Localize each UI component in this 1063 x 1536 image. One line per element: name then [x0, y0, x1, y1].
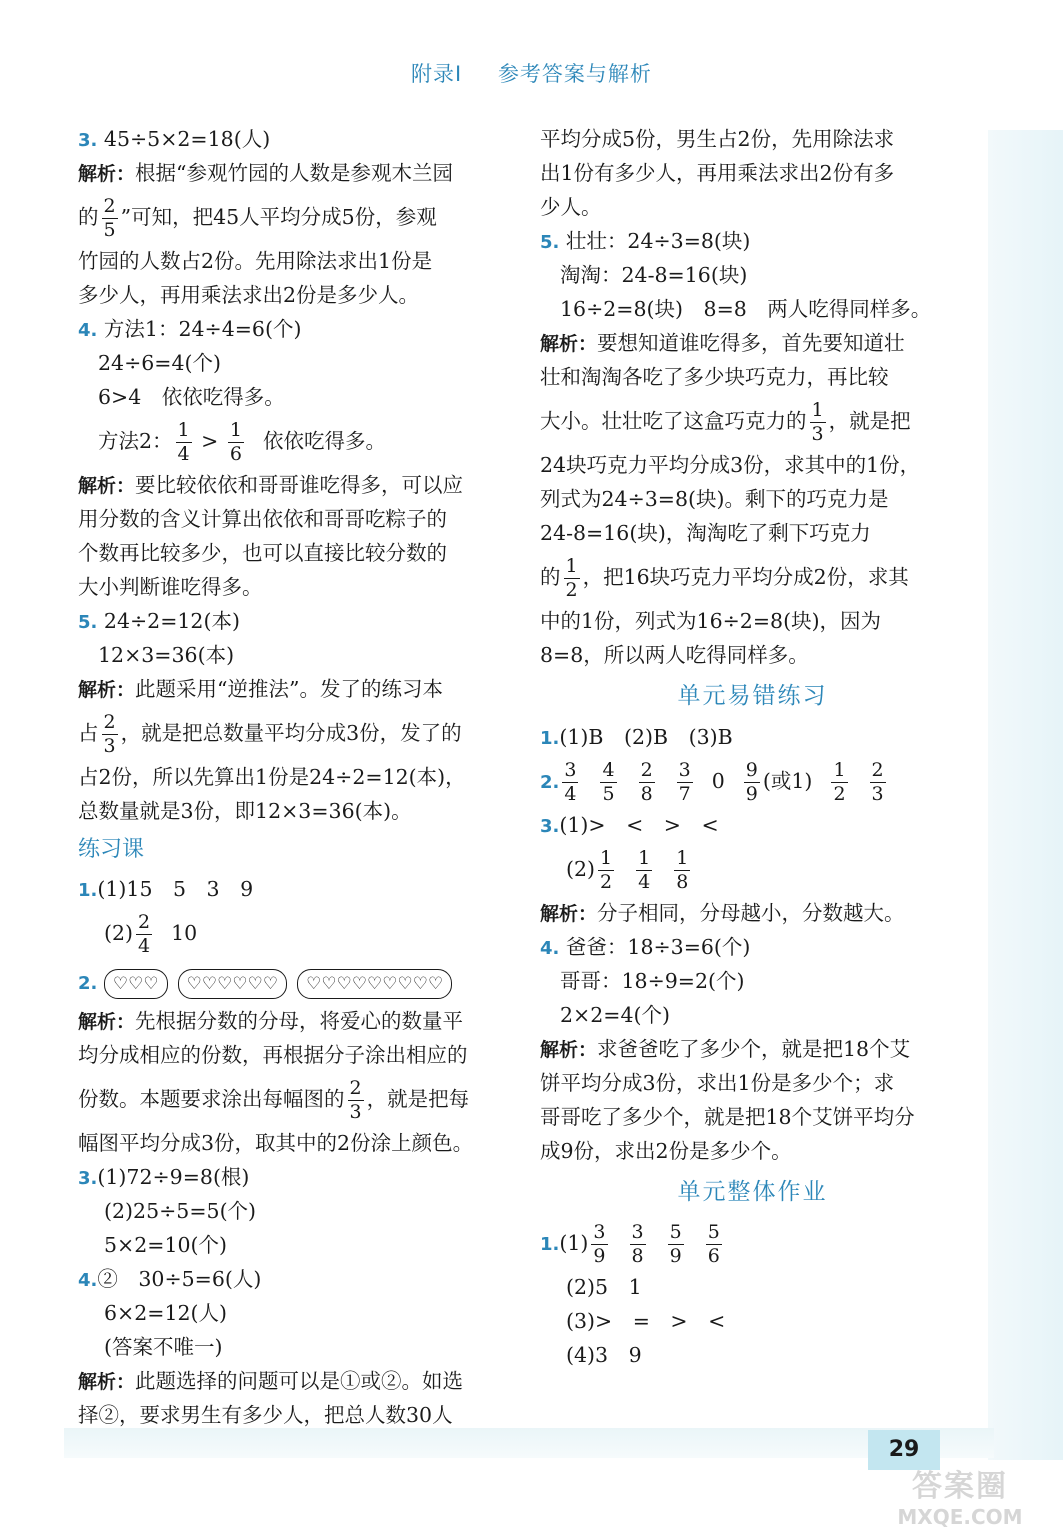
- analysis-label: 解析：: [78, 679, 136, 701]
- analysis-text: 大小判断谁吃得多。: [78, 575, 263, 599]
- answer-line: [540, 964, 965, 998]
- fraction: [636, 849, 652, 892]
- answer-text: (4)3 9: [566, 1343, 642, 1367]
- analysis-text: 竹园的人数占2份。先用除法求出1份是: [78, 249, 433, 273]
- fraction: [674, 849, 690, 892]
- analysis-text: 多少人，再用乘法求出2份是多少人。: [78, 283, 420, 307]
- analysis-line: [540, 394, 965, 448]
- fraction: [348, 1079, 364, 1122]
- numerator: 3: [678, 759, 691, 781]
- fraction: [831, 761, 847, 804]
- denominator: 9: [745, 783, 758, 805]
- answer-line: [78, 872, 500, 906]
- analysis-text: 先根据分数的分母，将爱心的数量平: [135, 1009, 464, 1033]
- question-number: 4.: [78, 1270, 98, 1291]
- analysis-text: 平均分成5份，男生占2份，先用除法求: [540, 127, 895, 151]
- fraction: [136, 913, 152, 956]
- analysis-line: [78, 1126, 500, 1160]
- page-header: [0, 58, 1063, 88]
- answer-text: 0: [711, 769, 725, 793]
- analysis-label: 解析：: [78, 1371, 136, 1393]
- denominator: 4: [177, 443, 190, 465]
- analysis-line: [540, 122, 965, 156]
- analysis-line: [540, 448, 965, 482]
- answer-text: 45÷5×2=18(人): [103, 127, 271, 151]
- answer-line: [540, 754, 965, 808]
- analysis-line: [540, 360, 965, 394]
- answer-text: (2): [104, 921, 134, 945]
- question-number: 5.: [540, 232, 560, 253]
- question-number: 2.: [78, 973, 98, 994]
- answer-text: 10: [171, 921, 198, 945]
- numerator: 1: [565, 555, 578, 577]
- analysis-text: 的: [78, 205, 99, 229]
- analysis-text: 少人。: [540, 195, 602, 219]
- numerator: 2: [640, 759, 653, 781]
- answer-text: 2×2=4(个): [560, 1003, 670, 1027]
- answer-text: 6×2=12(人): [104, 1301, 228, 1325]
- answer-line: [78, 380, 500, 414]
- question-number: 3.: [540, 816, 560, 837]
- analysis-text: 分子相同，分母越小，分数越大。: [597, 901, 905, 925]
- analysis-label: 解析：: [78, 475, 136, 497]
- numerator: 3: [593, 1221, 606, 1243]
- analysis-text: 个数再比较多少，也可以直接比较分数的: [78, 541, 447, 565]
- fraction: [630, 1223, 646, 1266]
- question-number: 4.: [540, 938, 560, 959]
- analysis-text: 24-8=16(块)，淘淘吃了剩下巧克力: [540, 521, 871, 545]
- analysis-text: 此题采用“逆推法”。发了的练习本: [135, 677, 443, 701]
- answer-line: [540, 1270, 965, 1304]
- fraction: [228, 421, 244, 464]
- numerator: 4: [602, 759, 615, 781]
- analysis-text: ，就是把总数量平均分成3份，发了的: [120, 721, 462, 745]
- analysis-line: [540, 482, 965, 516]
- fraction: [668, 1223, 684, 1266]
- fraction: [102, 197, 118, 240]
- analysis-line: [540, 896, 965, 930]
- analysis-line: [78, 468, 500, 502]
- numerator: 5: [707, 1221, 720, 1243]
- page-edge-decoration: [988, 130, 1063, 1460]
- answer-text: 24÷6=4(个): [98, 351, 222, 375]
- analysis-text: 成9份，求出2份是多少个。: [540, 1139, 792, 1163]
- denominator: 9: [669, 1245, 682, 1267]
- analysis-label: 解析：: [540, 1039, 598, 1061]
- answer-text: 哥哥：18÷9=2(个): [560, 969, 745, 993]
- answer-text: 方法1：24÷4=6(个): [103, 317, 302, 341]
- numerator: 9: [745, 759, 758, 781]
- analysis-text: 24块巧克力平均分成3份，求其中的1份，: [540, 453, 921, 477]
- analysis-line: [78, 794, 500, 828]
- answer-line: [78, 960, 500, 1004]
- analysis-label: 解析：: [540, 903, 598, 925]
- answer-line: [540, 1338, 965, 1372]
- question-number: 5.: [78, 612, 98, 633]
- section-title: 单元整体作业: [677, 1179, 828, 1205]
- analysis-line: [78, 502, 500, 536]
- fraction: [102, 713, 118, 756]
- question-number: 3.: [78, 130, 98, 151]
- analysis-text: ，就是把每: [366, 1087, 470, 1111]
- numerator: 2: [871, 759, 884, 781]
- fraction: [870, 761, 886, 804]
- answer-text: 12×3=36(本): [98, 643, 235, 667]
- denominator: 3: [103, 735, 116, 757]
- answer-text: 16÷2=8(块) 8=8 两人吃得同样多。: [560, 297, 932, 321]
- section-title: 练习课: [78, 837, 145, 862]
- numerator: 1: [177, 419, 190, 441]
- analysis-text: 占: [78, 721, 99, 745]
- numerator: 2: [349, 1077, 362, 1099]
- denominator: 2: [600, 871, 613, 893]
- numerator: 2: [138, 911, 151, 933]
- answer-text: (2): [566, 857, 596, 881]
- denominator: 4: [138, 935, 151, 957]
- question-number: 4.: [78, 320, 98, 341]
- analysis-line: [540, 604, 965, 638]
- analysis-line: [540, 190, 965, 224]
- denominator: 2: [565, 579, 578, 601]
- fraction: [810, 401, 826, 444]
- answer-text: ② 30÷5=6(人): [97, 1267, 262, 1291]
- denominator: 3: [871, 783, 884, 805]
- analysis-line: [540, 1066, 965, 1100]
- answer-line: [540, 842, 965, 896]
- answer-text: 爸爸：18÷3=6(个): [565, 935, 751, 959]
- question-number: 2.: [540, 772, 560, 793]
- heart-group: ♡♡♡♡♡♡♡♡♡: [297, 969, 452, 999]
- question-number: 1.: [540, 728, 560, 749]
- analysis-text: 总数量就是3份，即12×3=36(本)。: [78, 799, 412, 823]
- answer-line: [78, 1194, 500, 1228]
- fraction: [600, 761, 616, 804]
- analysis-text: ，把16块巧克力平均分成2份，求其: [582, 565, 909, 589]
- answer-line: [540, 1216, 965, 1270]
- answer-line: [78, 1262, 500, 1296]
- analysis-text: 用分数的含义计算出依依和哥哥吃粽子的: [78, 507, 447, 531]
- analysis-text: 此题选择的问题可以是①或②。如选: [135, 1369, 464, 1393]
- analysis-line: [78, 1398, 500, 1432]
- answer-line: [78, 1228, 500, 1262]
- analysis-label: 解析：: [78, 1011, 136, 1033]
- analysis-line: [540, 1100, 965, 1134]
- numerator: 3: [631, 1221, 644, 1243]
- fraction: [176, 421, 192, 464]
- fraction: [744, 761, 760, 804]
- header-title: 参考答案与解析: [497, 62, 652, 86]
- answer-line: [540, 808, 965, 842]
- numerator: 5: [669, 1221, 682, 1243]
- analysis-line: [78, 570, 500, 604]
- answer-line: [540, 292, 965, 326]
- answer-text: 6>4 依依吃得多。: [98, 385, 285, 409]
- analysis-text: 出1份有多少人，再用乘法求出2份有多: [540, 161, 895, 185]
- fraction: [562, 761, 578, 804]
- analysis-line: [78, 672, 500, 706]
- answer-text: 方法2：: [98, 429, 173, 453]
- answer-text: 依依吃得多。: [262, 429, 386, 453]
- denominator: 7: [678, 783, 691, 805]
- denominator: 8: [631, 1245, 644, 1267]
- analysis-text: 份数。本题要求涂出每幅图的: [78, 1087, 345, 1111]
- analysis-line: [78, 278, 500, 312]
- answer-line: [78, 604, 500, 638]
- answer-text: (1)72÷9=8(根): [97, 1165, 250, 1189]
- analysis-text: 列式为24÷3=8(块)。剩下的巧克力是: [540, 487, 889, 511]
- analysis-line: [540, 156, 965, 190]
- answer-line: [78, 414, 500, 468]
- answer-line: [78, 122, 500, 156]
- analysis-line: [78, 1364, 500, 1398]
- answer-line: [540, 224, 965, 258]
- question-number: 1.: [78, 880, 98, 901]
- analysis-line: [78, 706, 500, 760]
- analysis-text: 壮和淘淘各吃了多少块巧克力，再比较: [540, 365, 889, 389]
- analysis-text: ，就是把: [828, 409, 911, 433]
- answer-text: (1): [559, 1231, 589, 1255]
- question-number: 1.: [540, 1234, 560, 1255]
- heart-group: ♡♡♡: [104, 969, 168, 999]
- analysis-line: [78, 244, 500, 278]
- answer-line: [540, 720, 965, 754]
- answer-line: [540, 1304, 965, 1338]
- heart-group: ♡♡♡♡♡♡: [178, 969, 287, 999]
- right-column: [540, 122, 965, 1372]
- analysis-line: [540, 1032, 965, 1066]
- analysis-text: 饼平均分成3份，求出1份是多少个；求: [540, 1071, 895, 1095]
- analysis-text: 中的1份，列式为16÷2=8(块)，因为: [540, 609, 882, 633]
- denominator: 9: [593, 1245, 606, 1267]
- denominator: 3: [349, 1101, 362, 1123]
- denominator: 4: [564, 783, 577, 805]
- analysis-text: 哥哥吃了多少个，就是把18个艾饼平均分: [540, 1105, 915, 1129]
- fraction: [677, 761, 693, 804]
- answer-line: [540, 998, 965, 1032]
- numerator: 3: [564, 759, 577, 781]
- analysis-text: 要比较依依和哥哥谁吃得多，可以应: [135, 473, 464, 497]
- denominator: 8: [676, 871, 689, 893]
- analysis-text: 根据“参观竹园的人数是参观木兰园: [135, 161, 453, 185]
- numerator: 1: [600, 847, 613, 869]
- analysis-text: 求爸爸吃了多少个，就是把18个艾: [597, 1037, 911, 1061]
- section-title: 单元易错练习: [677, 683, 828, 709]
- denominator: 6: [229, 443, 242, 465]
- fraction: [591, 1223, 607, 1266]
- answer-line: [540, 930, 965, 964]
- page-number: 29: [868, 1430, 940, 1470]
- answer-line: [78, 1160, 500, 1194]
- heart-groups: [104, 969, 452, 999]
- fraction: [598, 849, 614, 892]
- answer-text: (2)5 1: [566, 1275, 642, 1299]
- answer-line: [78, 1330, 500, 1364]
- analysis-line: [78, 760, 500, 794]
- answer-text: (3)> = > <: [566, 1309, 726, 1333]
- analysis-text: ”可知，把45人平均分成5份，参观: [120, 205, 437, 229]
- numerator: 1: [833, 759, 846, 781]
- numerator: 1: [638, 847, 651, 869]
- analysis-text: 择②，要求男生有多少人，把总人数30人: [78, 1403, 453, 1427]
- analysis-text: 均分成相应的份数，再根据分子涂出相应的: [78, 1043, 468, 1067]
- numerator: 1: [676, 847, 689, 869]
- answer-line: [540, 258, 965, 292]
- watermark-url: MXQE.COM: [897, 1505, 1023, 1529]
- fraction: [639, 761, 655, 804]
- denominator: 6: [707, 1245, 720, 1267]
- analysis-line: [78, 1072, 500, 1126]
- analysis-line: [78, 1038, 500, 1072]
- analysis-text: 幅图平均分成3份，取其中的2份涂上颜色。: [78, 1131, 474, 1155]
- analysis-label: 解析：: [540, 333, 598, 355]
- analysis-text: 8=8，所以两人吃得同样多。: [540, 643, 809, 667]
- analysis-line: [78, 536, 500, 570]
- denominator: 8: [640, 783, 653, 805]
- numerator: 2: [103, 711, 116, 733]
- answer-text: 5×2=10(个): [104, 1233, 228, 1257]
- answer-text: 淘淘：24-8=16(块): [560, 263, 748, 287]
- answer-line: [78, 638, 500, 672]
- left-column: [78, 122, 500, 1432]
- analysis-label: 解析：: [78, 163, 136, 185]
- appendix-label: 附录Ⅰ: [411, 62, 463, 86]
- analysis-line: [540, 326, 965, 360]
- denominator: 4: [638, 871, 651, 893]
- denominator: 2: [833, 783, 846, 805]
- watermark-text: 答案圈: [912, 1469, 1008, 1504]
- answer-text: (1)15 5 3 9: [97, 877, 254, 901]
- answer-text: (或1): [762, 769, 813, 793]
- numerator: 1: [811, 399, 824, 421]
- analysis-text: 大小。壮壮吃了这盒巧克力的: [540, 409, 807, 433]
- fraction: [564, 557, 580, 600]
- answer-text: (1)> < > <: [559, 813, 719, 837]
- analysis-line: [78, 156, 500, 190]
- analysis-line: [78, 1004, 500, 1038]
- analysis-line: [540, 638, 965, 672]
- analysis-line: [540, 1134, 965, 1168]
- numerator: 2: [103, 195, 116, 217]
- answer-text: (答案不唯一): [104, 1335, 223, 1359]
- analysis-line: [540, 516, 965, 550]
- denominator: 3: [811, 423, 824, 445]
- page-bottom-decoration: [64, 1428, 994, 1458]
- answer-text: 壮壮：24÷3=8(块): [565, 229, 751, 253]
- answer-line: [78, 312, 500, 346]
- analysis-text: 占2份，所以先算出1份是24÷2=12(本)，: [78, 765, 466, 789]
- question-number: 3.: [78, 1168, 98, 1189]
- answer-line: [78, 346, 500, 380]
- fraction: [706, 1223, 722, 1266]
- analysis-line: [78, 190, 500, 244]
- answer-line: [78, 1296, 500, 1330]
- answer-text: (1)B (2)B (3)B: [559, 725, 733, 749]
- analysis-text: 要想知道谁吃得多，首先要知道壮: [597, 331, 905, 355]
- comparison-sign: >: [201, 429, 219, 453]
- answer-line: [78, 906, 500, 960]
- numerator: 1: [229, 419, 242, 441]
- denominator: 5: [602, 783, 615, 805]
- analysis-line: [540, 550, 965, 604]
- answer-text: 24÷2=12(本): [103, 609, 240, 633]
- analysis-text: 的: [540, 565, 561, 589]
- watermark-logo: [860, 1470, 1060, 1536]
- denominator: 5: [103, 219, 116, 241]
- answer-text: (2)25÷5=5(个): [104, 1199, 257, 1223]
